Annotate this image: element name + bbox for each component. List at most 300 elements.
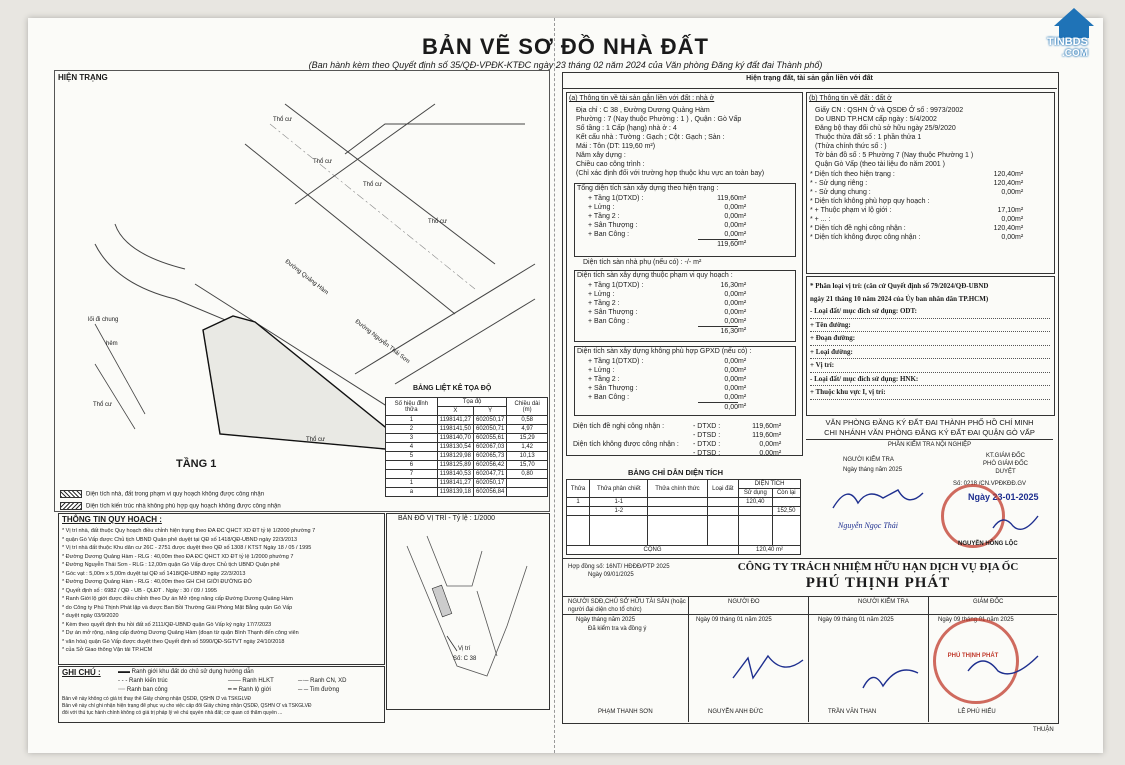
tinbds-logo[interactable] [1029, 4, 1119, 64]
thua-dat-line: Giấy CN : QSHN Ở và QSDĐ Ở số : 9973/2002 [815, 107, 964, 114]
area-sum-pad [588, 239, 698, 249]
thua-dat-value: 120,40 [993, 171, 1015, 178]
quy-hoach-line: * duyệt ngày 03/9/2020 [62, 613, 119, 619]
thua-dat-value-label: * Diện tích theo hiện trạng : [810, 171, 895, 178]
coords-cell [507, 479, 548, 488]
area-unit: m² [738, 300, 747, 307]
thua-dat-value-label: * Diện tích không được công nhận : [810, 234, 921, 241]
thua-dat-value: 17,10 [997, 207, 1015, 214]
block-edge-4 [95, 244, 175, 299]
coords-row [386, 416, 548, 425]
qh-title: Diện tích sàn xây dựng thuộc phạm vi quy hoạch : [577, 272, 733, 279]
quy-hoach-line: * Ranh Giới lộ giới được điều chỉnh theo Dự án Mở rộng nâng cấp Đường Dương Quảng Hàm [62, 596, 293, 602]
area-row [588, 290, 788, 299]
gpxd-title: Diện tích sàn xây dựng không phù hợp GPXD (nếu có) : [577, 348, 752, 355]
de-nghi-list [573, 422, 798, 458]
coords-cell: 2 [386, 425, 438, 434]
tsgl-line: Chiều cao công trình : [576, 161, 645, 168]
area-unit: m² [738, 403, 747, 410]
coords-cell: 602050,71 [473, 425, 506, 434]
tsgl-line: Mái : Tôn (DT: 119,60 m²) [576, 143, 656, 150]
area-label: + Sân Thượng : [588, 309, 638, 316]
tsgl-line: Năm xây dựng : [576, 152, 626, 159]
area-label: + Lửng : [588, 291, 615, 298]
thua-dat-value: 120,40 [993, 225, 1015, 232]
area-unit: m² [1015, 216, 1024, 223]
quy-hoach-line: * Kèm theo quyết định thu hồi đất số 2111/QĐ-UBND quận Gò Vấp ký ngày 17/7/2023 [62, 621, 272, 628]
chi-dan-header: Sử dụng [739, 489, 773, 498]
thua-dat-value: 0,00 [1001, 234, 1015, 241]
de-nghi-kind: - DTXD : [693, 423, 721, 430]
area-row [588, 317, 788, 326]
tsgl-line: Phường : 7 (Nay thuộc Phường : 1 ) , Quận : Gò Vấp [576, 116, 742, 123]
thua-dat-value-row [810, 215, 1048, 224]
chi-dan-cong-label: CỘNG [567, 546, 739, 555]
phan-loai-line: - Loại đất/ mục đích sử dụng: HNK: [810, 373, 1050, 387]
chi-dan-cell: 1-2 [590, 507, 648, 516]
road-label-nguyen-thai-son: Đường Nguyễn Thái Sơn [353, 318, 411, 366]
ghi-chu-item: ▬▬ Ranh giới khu đất do chủ sử dụng hướng dẫn [118, 669, 254, 675]
coords-header: Chiều dài (m) [507, 398, 548, 416]
area-unit: m² [738, 367, 747, 374]
area-unit: m² [738, 394, 747, 401]
ngay-duyet: Ngày 23-01-2025 [968, 492, 1039, 502]
area-row [588, 308, 788, 317]
coords-cell: 602055,61 [473, 434, 506, 443]
thuan-label: THUẬN [1033, 727, 1054, 733]
col-chu-so-huu: NGƯỜI SDĐ,CHỦ SỞ HỮU TÀI SẢN (hoặc người đại diện cho tổ chức) [568, 599, 686, 613]
area-row [588, 357, 788, 366]
area-unit: m² [738, 240, 747, 247]
de-nghi-kind: - DTSD : [693, 450, 721, 457]
map-label: Thổ cư [93, 402, 113, 408]
thua-dat-value-row [810, 170, 1048, 179]
map-label: lối đi chung [88, 317, 119, 323]
coords-row [386, 443, 548, 452]
area-sum-value: 0,00 [698, 402, 738, 412]
phan-loai-line: + Đoạn đường: [810, 332, 1050, 346]
chi-dan-header: Thửa phân chiết [590, 480, 648, 498]
thua-dat-value-row [810, 224, 1048, 233]
area-value: 0,00 [724, 309, 738, 316]
coords-cell: 1198139,18 [437, 488, 473, 497]
chi-dan-header: DIỆN TÍCH [739, 480, 801, 489]
phan-loai-line: + Loại đường: [810, 346, 1050, 360]
thua-dat-line: Thuộc thửa đất số : 1 phần thửa 1 [815, 134, 922, 141]
coords-row [386, 470, 548, 479]
area-label: + Tầng 1(DTXD) : [588, 195, 644, 202]
quy-hoach-line: * Dự án mở rộng, nâng cấp đường Dương Quảng Hàm (đoạn từ quận Bình Thạnh đến công viên [62, 630, 299, 636]
coords-cell: 1198141,27 [437, 479, 473, 488]
quy-hoach-line: * Đường Dương Quảng Hàm - RLG : 40,00m theo GH CHI GIỚI ĐƯỜNG ĐỎ [62, 579, 252, 585]
ghi-chu-item: ┈┈ Ranh ban công [118, 687, 168, 693]
de-nghi-value: 0,00 [759, 450, 773, 457]
qh-list [588, 281, 788, 336]
coords-cell: 1198125,89 [437, 461, 473, 470]
coords-header: Y [473, 407, 506, 416]
coords-cell: 602050,17 [473, 416, 506, 425]
coords-cell: 15,29 [507, 434, 548, 443]
tsgl-info [576, 106, 798, 178]
thua-dat-value-label: * Diện tích không phù hợp quy hoạch : [810, 198, 930, 205]
phan-loai-line: + Tên đường: [810, 319, 1050, 333]
chi-dan-cell [739, 507, 773, 516]
page-title: BẢN VẼ SƠ ĐỒ NHÀ ĐẤT [422, 34, 709, 59]
road-edge-1 [285, 104, 495, 264]
area-label: + Tầng 2 : [588, 300, 620, 307]
quy-hoach-line: * Vị trí nhà đất thuộc Khu dân cư 26C - 2751 được duyệt theo QĐ số 1308 / KTST Ngày 18 / 05 / 1995 [62, 545, 312, 551]
ghi-chu-note: đối với thủ tục hành chính không có giá trị pháp lý về chủ quyền nhà đất; cơ quan có thẩm quyền ... [62, 710, 283, 716]
hien-trang-label: HIỆN TRẠNG [58, 73, 108, 82]
coords-cell: 1198140,53 [437, 470, 473, 479]
quy-hoach-line: * do Công ty Phú Thịnh Phát lập và được Ban Bồi Thường Giải Phóng Mặt Bằng quận Gò Vấp [62, 604, 293, 611]
area-unit: m² [738, 358, 747, 365]
de-nghi-label: Diện tích đề nghị công nhận : [573, 423, 665, 430]
area-label: + Lửng : [588, 204, 615, 211]
area-unit: m² [1015, 180, 1024, 187]
coords-cell: 4 [386, 443, 438, 452]
ngay-col: Ngày 09 tháng 01 năm 2025 [696, 617, 772, 623]
area-value: 0,00 [724, 222, 738, 229]
neighbor-line-2 [95, 364, 135, 429]
area-unit: m² [738, 376, 747, 383]
ngay-col: Ngày 09 tháng 01 năm 2025 [938, 617, 1014, 623]
coords-cell: 6 [386, 461, 438, 470]
hop-dong-ngay: Ngày 09/01/2025 [588, 572, 634, 578]
area-unit: m² [738, 195, 747, 202]
de-nghi-label [573, 431, 693, 440]
area-row [588, 384, 788, 393]
area-unit: m² [738, 291, 747, 298]
chi-dan-cell [772, 498, 800, 507]
quy-hoach-line: * Vị trí nhà, đất thuộc Quy hoạch điều chỉnh hiện trạng theo ĐA ĐC QHCT XD ĐT tỷ lệ 1/2000 phường 7 [62, 528, 316, 534]
kt-label: KT.GIÁM ĐỐC PHÓ GIÁM ĐỐC DUYỆT [982, 453, 1028, 475]
coords-cell: 1198140,70 [437, 434, 473, 443]
coords-cell: 1,42 [507, 443, 548, 452]
kiem-tra-name: Nguyễn Ngọc Thái [838, 521, 898, 530]
area-value: 0,00 [724, 394, 738, 401]
coords-cell: 602056,42 [473, 461, 506, 470]
coords-header: X [437, 407, 473, 416]
area-row [588, 366, 788, 375]
thua-dat-value [975, 197, 1015, 206]
thua-dat-value-row [810, 179, 1048, 188]
thua-dat-value-row [810, 206, 1048, 215]
thua-dat-value-label: * Diện tích đề nghị công nhận : [810, 225, 906, 232]
location-number: Số: C 38 [453, 656, 477, 662]
coords-cell: 1198129,98 [437, 452, 473, 461]
coords-cell: 1198141,27 [437, 416, 473, 425]
kiem-tra-signature-2 [858, 658, 928, 698]
chi-dan-cell [648, 507, 707, 516]
area-value: 0,00 [724, 367, 738, 374]
coords-row [386, 434, 548, 443]
tong-dt-list [588, 194, 788, 249]
area-row [588, 203, 788, 212]
map-label: Thổ cư [313, 159, 333, 165]
area-label: + Sân Thượng : [588, 385, 638, 392]
area-label: + Ban Công : [588, 318, 630, 325]
coords-cell: 602050,17 [473, 479, 506, 488]
quy-hoach-line: * quận Gò Vấp được Chủ tịch UBND Quận phê duyệt tại QĐ số 1418/QĐ-UBND ngày 22/3/2013 [62, 536, 298, 543]
area-sum [588, 239, 788, 249]
tsgl-title: (a) Thông tin về tài sản gắn liền với đất : nhà ở [569, 95, 715, 102]
chi-dan-row [567, 498, 801, 507]
area-unit: m² [1015, 234, 1024, 241]
chi-dan-header: Loại đất [707, 480, 739, 498]
area-label: + Tầng 1(DTXD) : [588, 358, 644, 365]
ghi-chu-title: GHI CHÚ : [62, 668, 101, 677]
chi-dan-cong-value: 120,40 m² [739, 546, 801, 555]
quy-hoach-line: * Góc vạt : 5,00m x 5,00m duyệt tại QĐ số 1418/QĐ-UBND ngày 22/3/2013 [62, 570, 246, 577]
area-unit: m² [738, 231, 747, 238]
area-unit: m² [773, 450, 782, 457]
thua-dat-value: 120,40 [993, 180, 1015, 187]
area-unit: m² [738, 222, 747, 229]
coords-cell: 10,13 [507, 452, 548, 461]
tsgl-line: Kết cấu nhà : Tường : Gạch ; Cột : Gạch ; Sàn : [576, 134, 725, 141]
document-sheet [28, 18, 1103, 753]
quy-hoach-line: * Đường Nguyễn Thái Sơn - RLG : 12,00m quận Gò Vấp được Chủ tịch UBND Quận phê [62, 562, 280, 568]
area-value: 0,00 [724, 291, 738, 298]
coords-row [386, 461, 548, 470]
phan-loai-line: * Phân loại vị trí: (căn cứ Quyết định số 79/2024/QĐ-UBND [810, 282, 989, 290]
page-subtitle: (Ban hành kèm theo Quyết định số 35/QĐ-VPĐK-KTĐC ngày 23 tháng 02 năm 2024 của Văn phòng Đăng ký đất đai Thành phố) [308, 60, 823, 70]
col-nguoi-do: NGƯỜI ĐO [728, 599, 760, 605]
coords-cell: 1198130,54 [437, 443, 473, 452]
quy-hoach-line: * Quyết định số : 6982 / QĐ - UB - QLĐT . Ngày : 30 / 09 / 1995 [62, 587, 217, 594]
chi-dan-cell: 120,40 [739, 498, 773, 507]
name-nguoi-kiem-tra: TRẦN VĂN THAN [828, 709, 877, 715]
de-nghi-value: 119,60 [752, 432, 773, 439]
quy-hoach-line: * văn hóa) quận Gò Vấp được duyệt theo Quyết định số 5990/QĐ-SGTVT ngày 24/10/2018 [62, 638, 285, 645]
map-label: Thổ cư [363, 182, 383, 188]
area-sum [588, 326, 788, 336]
company-name-1: CÔNG TY TRÁCH NHIỆM HỮU HẠN DỊCH VỤ ĐỊA ỐC [737, 561, 1019, 573]
area-sum-pad [588, 402, 698, 412]
coords-row [386, 488, 548, 497]
coords-table [385, 397, 548, 497]
quy-hoach-line: * của Sở Giao thông Vận tải TP.HCM [62, 647, 153, 653]
map-label: Thổ cư [273, 117, 293, 123]
area-row [588, 281, 788, 290]
chi-dan-cell: 1 [567, 498, 590, 507]
thua-dat-value-label: * + Thuộc phạm vi lộ giới : [810, 207, 892, 214]
road-edge-2 [245, 144, 455, 314]
phan-loai-line: - Loại đất/ mục đích sử dụng: ODT: [810, 305, 1050, 319]
area-label: + Lửng : [588, 367, 615, 374]
area-label: + Tầng 2 : [588, 213, 620, 220]
ghi-chu-note: Bản vẽ này không có giá trị thay thế Giấy chứng nhận QSDĐ, QSHN Ở và TSKGLVĐ [62, 696, 251, 702]
coords-cell: 1198141,50 [437, 425, 473, 434]
chi-dan-header: Thửa chính thức [648, 480, 707, 498]
area-unit: m² [1015, 207, 1024, 214]
map-label: hẻm [106, 341, 118, 347]
chi-dan-cell: 1-1 [590, 498, 648, 507]
area-row [588, 194, 788, 203]
thua-dat-line: (Thửa chính thức số : ) [815, 143, 887, 150]
de-nghi-value: 0,00 [759, 441, 773, 448]
area-value: 119,60 [717, 195, 738, 202]
gpxd-list [588, 357, 788, 412]
thua-dat-line: Quận Gò Vấp (theo tài liệu đo năm 2001 ) [815, 161, 945, 168]
quy-hoach-line: * Đường Dương Quảng Hàm - RLG : 40,00m theo ĐA ĐC QHCT XD ĐT tỷ lệ 1/2000 phường 7 [62, 553, 294, 560]
location-map [387, 526, 547, 706]
ghi-chu-item: ─ ─ Tim đường [298, 687, 340, 693]
chi-dan-cell [707, 498, 739, 507]
area-value: 0,00 [724, 358, 738, 365]
road-label-quang-ham: Đường Quảng Hàm [283, 258, 330, 297]
area-unit: m² [738, 318, 747, 325]
area-row [588, 230, 788, 239]
phan-loai-line: + Vị trí: [810, 359, 1050, 373]
giam-doc-signature [963, 646, 1043, 686]
tsgl-line: Số tầng : 1 Cấp (hạng) nhà ở : 4 [576, 125, 677, 132]
coords-cell: 0,80 [507, 470, 548, 479]
ngay-col: Ngày tháng năm 2025 [576, 617, 636, 623]
quy-hoach-list [62, 527, 380, 655]
chi-dan-cell [707, 507, 739, 516]
area-unit: m² [738, 282, 747, 289]
block-edge-3 [115, 224, 185, 269]
legend-row: Diện tích nhà, đất trong phạm vi quy hoạch không được công nhận [60, 490, 281, 499]
area-row [588, 212, 788, 221]
house-icon [1054, 8, 1094, 26]
area-label: + Tầng 1(DTXD) : [588, 282, 644, 289]
area-row [588, 299, 788, 308]
floor-label: TẦNG 1 [176, 458, 217, 470]
area-label: + Sân Thượng : [588, 222, 638, 229]
coords-header: Tọa độ [437, 398, 507, 407]
de-nghi-row [573, 440, 798, 449]
company-seal-text: PHÚ THỊNH PHÁT [947, 653, 999, 659]
tsgl-line: Địa chỉ : C 38 , Đường Dương Quảng Hàm [576, 107, 710, 114]
area-row [588, 375, 788, 384]
area-value: 0,00 [724, 231, 738, 238]
area-unit: m² [773, 441, 782, 448]
area-value: 16,30 [720, 282, 738, 289]
thua-dat-value-row [810, 233, 1048, 242]
area-unit: m² [1015, 171, 1024, 178]
phan-loai-line: + Thuộc khu vực I, vị trí: [810, 386, 1050, 400]
map-label: Thổ cư [306, 437, 326, 443]
location-label: Vị trí [458, 646, 471, 652]
location-map-title: BẢN ĐỒ VỊ TRÍ - Tỷ lệ : 1/2000 [398, 515, 495, 522]
coords-cell: 5 [386, 452, 438, 461]
area-sum [588, 402, 788, 412]
de-nghi-value: 119,60 [752, 423, 773, 430]
legend [60, 490, 281, 510]
company-name-2: PHÚ THỊNH PHÁT [805, 575, 951, 591]
de-nghi-kind: - DTSD : [693, 432, 721, 439]
nguoi-kiem-tra-date: Ngày tháng năm 2025 [843, 467, 903, 473]
de-nghi-row [573, 422, 798, 431]
de-nghi-label [573, 449, 693, 458]
ghi-chu-note: Bản vẽ này chỉ ghi nhận hiện trạng để phục vụ cho việc cấp đổi Giấy chứng nhận QSDĐ, QSHN Ở và TSKGLVĐ [62, 703, 312, 709]
area-value: 0,00 [724, 385, 738, 392]
area-label: + Ban Công : [588, 394, 630, 401]
area-unit: m² [738, 204, 747, 211]
logo-suffix: .COM [1062, 48, 1089, 59]
da-kiem-tra: Đã kiểm tra và đồng ý [588, 626, 647, 632]
chi-dan-cell [648, 498, 707, 507]
right-panel-header: Hiện trạng đất, tài sản gắn liền với đất [746, 75, 873, 82]
thua-dat-line: Do UBND TP.HCM cấp ngày : 5/4/2002 [815, 116, 937, 123]
coords-cell: 7 [386, 470, 438, 479]
area-label: + Ban Công : [588, 231, 630, 238]
area-unit: m² [773, 432, 782, 439]
name-nguoi-do: NGUYỄN ANH ĐỨC [708, 709, 764, 715]
coords-cell: 602047,71 [473, 470, 506, 479]
coords-cell: 4,97 [507, 425, 548, 434]
area-unit: m² [773, 423, 782, 430]
de-nghi-row [573, 449, 798, 458]
ghi-chu-item: ─·─ Ranh CN, XD [298, 678, 347, 684]
fold-line [554, 18, 555, 753]
chi-dan-row [567, 507, 801, 516]
chi-dan-cell [567, 507, 590, 516]
name-chu: PHẠM THANH SƠN [598, 709, 653, 715]
thua-dat-value: 0,00 [1001, 189, 1015, 196]
quy-hoach-title: THÔNG TIN QUY HOẠCH : [62, 515, 162, 524]
thua-dat-value-row [810, 197, 1048, 206]
coords-row [386, 479, 548, 488]
coords-header: Số hiệu đỉnh thửa [386, 398, 438, 416]
coords-cell: 602065,73 [473, 452, 506, 461]
area-unit: m² [738, 213, 747, 220]
noi-nghiep-label: PHẦN KIỂM TRA NỘI NGHIỆP [887, 442, 972, 448]
logo-text: TINBDS [1047, 36, 1088, 48]
area-label: + Tầng 2 : [588, 376, 620, 383]
thua-dat-line: Tờ bản đồ số : 5 Phường 7 (Nay thuộc Phường 1 ) [815, 152, 974, 159]
chi-dan-header: Thửa [567, 480, 590, 498]
area-sum-value: 119,60 [698, 239, 738, 249]
tong-dt-title: Tổng diện tích sàn xây dựng theo hiện trạng : [577, 185, 719, 192]
coords-cell: 1 [386, 479, 438, 488]
legend-row: Diện tích kiến trúc nhà không phù hợp quy hoạch không được công nhận [60, 502, 281, 511]
pgd-signature [988, 508, 1048, 538]
tsgl-line: (Chỉ xác định đối với trường hợp thuộc khu vực an toàn bay) [576, 170, 765, 177]
chi-dan-header: Còn lại [772, 489, 800, 498]
nguoi-kiem-tra-label: NGƯỜI KIỂM TRA [843, 457, 894, 463]
area-value: 0,00 [724, 376, 738, 383]
hop-dong: Hợp đồng số: 16NT/ HĐĐĐ/PTP 2025 [568, 564, 670, 570]
ghi-chu-item: ━ ━ Ranh lộ giới [228, 687, 271, 693]
area-unit: m² [738, 385, 747, 392]
area-sum-value: 16,30 [698, 326, 738, 336]
map-label: Thổ cư [428, 219, 448, 225]
area-sum-pad [588, 326, 698, 336]
coords-title: BẢNG LIỆT KÊ TỌA ĐỘ [413, 385, 492, 392]
road-edge-6 [395, 299, 535, 384]
thua-dat-value-row [810, 188, 1048, 197]
de-nghi-row [573, 431, 798, 440]
thua-dat-line: Đăng bộ thay đổi chủ sở hữu ngày 25/9/2020 [815, 125, 956, 132]
name-giam-doc: LÊ PHÚ HIẾU [958, 709, 996, 715]
road-edge-5 [355, 264, 535, 374]
area-unit: m² [1015, 225, 1024, 232]
area-value: 0,00 [724, 204, 738, 211]
so-duyet: Số: 0218 /CN.VPĐKĐĐ.GV [953, 481, 1027, 487]
thua-dat-value: 0,00 [1001, 216, 1015, 223]
col-nguoi-kiem-tra: NGƯỜI KIỂM TRA [858, 599, 909, 605]
coords-cell: 602067,03 [473, 443, 506, 452]
coords-cell: 0,58 [507, 416, 548, 425]
coords-cell [507, 488, 548, 497]
phan-loai-list [810, 280, 1050, 400]
area-value: 0,00 [724, 300, 738, 307]
area-row [588, 221, 788, 230]
